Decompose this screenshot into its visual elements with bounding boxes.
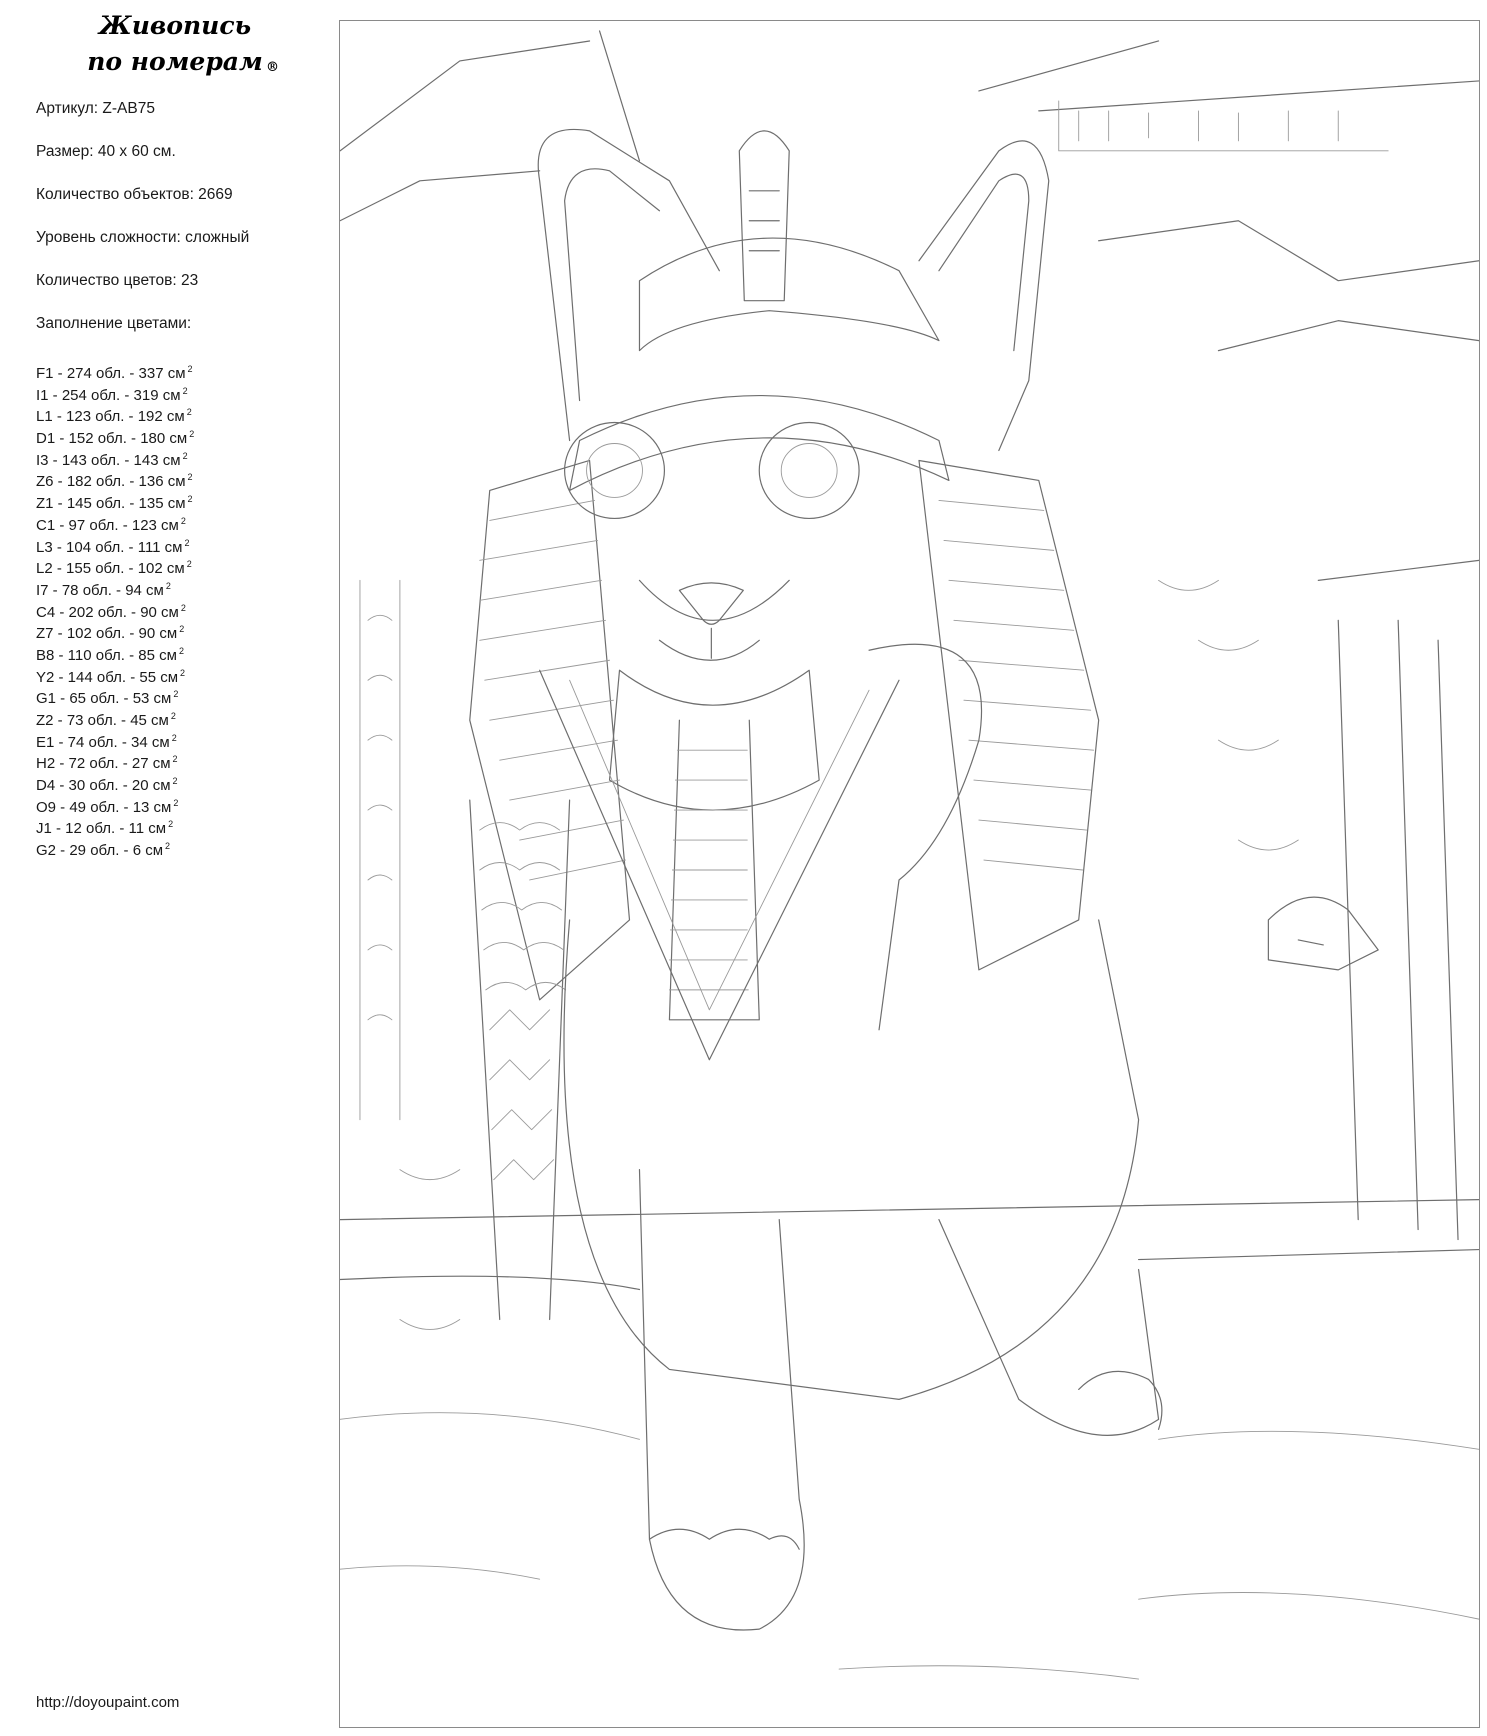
fill-color-text: L1 - 123 обл. - 192 см xyxy=(36,408,185,426)
snake-staff-right xyxy=(869,644,981,1030)
fill-color-text: D1 - 152 обл. - 180 см xyxy=(36,430,188,448)
line-art-cat-pharaoh xyxy=(340,21,1479,1727)
background-texture xyxy=(400,580,1298,1329)
fill-color-row xyxy=(36,641,286,663)
fill-color-row xyxy=(36,402,286,424)
collar-chevron xyxy=(540,670,899,1060)
brand-logo xyxy=(60,8,290,80)
fill-color-row xyxy=(36,619,286,641)
fill-color-row xyxy=(36,467,286,489)
fill-color-row xyxy=(36,511,286,533)
fill-color-text: Z7 - 102 обл. - 90 см xyxy=(36,625,178,643)
fill-color-unit-power: 2 xyxy=(165,841,171,852)
fill-color-text: I1 - 254 обл. - 319 см xyxy=(36,386,181,404)
fill-color-unit-power: 2 xyxy=(170,711,176,721)
pyramid-left-outline xyxy=(340,31,639,221)
right-sphinx-head xyxy=(1268,897,1378,970)
cat-ear-right xyxy=(919,141,1049,451)
fill-color-text: Z2 - 73 обл. - 45 см xyxy=(36,712,169,729)
fill-color-unit-power: 2 xyxy=(186,559,192,570)
floor-line-2 xyxy=(340,1250,1479,1290)
cat-ear-left xyxy=(538,129,719,440)
fill-color-text: I3 - 143 обл. - 143 см xyxy=(36,451,181,469)
product-info xyxy=(36,100,286,358)
fill-color-text: G2 - 29 обл. - 6 см xyxy=(36,842,164,860)
headdress-left-lappet xyxy=(470,460,630,999)
coloring-canvas xyxy=(339,20,1480,1728)
hieroglyph-column-left xyxy=(360,580,400,1119)
fill-color-text: I7 - 78 обл. - 94 см xyxy=(36,581,164,599)
fill-color-unit-power: 2 xyxy=(189,429,195,440)
fill-color-text: O9 - 49 обл. - 13 см xyxy=(36,798,172,816)
fill-color-unit-power: 2 xyxy=(173,797,179,808)
fill-color-unit-power: 2 xyxy=(182,450,188,461)
cat-paw-left xyxy=(649,1529,799,1549)
cat-chin-collar xyxy=(610,670,820,810)
fill-color-text: G1 - 65 обл. - 53 см xyxy=(36,690,172,708)
fill-color-row xyxy=(36,424,286,446)
difficulty-level: Уровень сложности: сложный xyxy=(36,229,250,246)
floor-reflections xyxy=(340,1413,1479,1679)
fill-color-row xyxy=(36,706,286,728)
cat-body xyxy=(564,920,1139,1399)
fill-color-text: C1 - 97 обл. - 123 см xyxy=(36,516,179,534)
fill-color-unit-power: 2 xyxy=(180,515,186,526)
lotus-column-pattern xyxy=(480,823,566,1180)
headdress-crown xyxy=(639,238,938,351)
fill-color-unit-power: 2 xyxy=(187,472,193,483)
fill-color-text: E1 - 74 обл. - 34 см xyxy=(36,733,170,751)
fill-color-row xyxy=(36,533,286,555)
colors-count: Количество цветов: 23 xyxy=(36,272,199,289)
fill-color-row xyxy=(36,598,286,620)
fill-heading: Заполнение цветами: xyxy=(36,315,192,332)
fill-color-unit-power: 2 xyxy=(187,494,193,505)
fill-color-unit-power: 2 xyxy=(171,732,177,743)
fill-color-row xyxy=(36,359,286,381)
fill-color-row xyxy=(36,836,286,858)
fill-color-unit-power: 2 xyxy=(179,624,185,635)
website-link[interactable]: http://doyoupaint.com xyxy=(36,1694,180,1711)
cat-eye-right xyxy=(759,423,859,519)
fill-colors-list xyxy=(36,359,286,858)
canvas-size: Размер: 40 x 60 см. xyxy=(36,143,176,160)
cat-eye-left xyxy=(565,423,665,519)
article-number: Артикул: Z-AB75 xyxy=(36,100,155,117)
fill-color-row xyxy=(36,663,286,685)
fill-color-text: Y2 - 144 обл. - 55 см xyxy=(36,668,179,686)
cobra-emblem xyxy=(739,131,789,301)
cat-front-leg-left xyxy=(639,1170,804,1630)
brand-line-1: Живопись xyxy=(98,11,252,40)
pyramid-right-outline xyxy=(979,41,1479,351)
headdress-stripes-right xyxy=(939,500,1094,870)
fill-color-row xyxy=(36,446,286,468)
cat-nose xyxy=(679,583,743,624)
cat-front-leg-right xyxy=(939,1220,1159,1436)
fill-color-unit-power: 2 xyxy=(187,364,193,374)
lotus-column-left xyxy=(470,800,570,1319)
fill-color-unit-power: 2 xyxy=(182,385,188,396)
cat-paw-right xyxy=(1079,1371,1162,1429)
cat-muzzle xyxy=(639,580,789,660)
fill-color-text: C4 - 202 обл. - 90 см xyxy=(36,603,179,621)
hieroglyph-band-top xyxy=(1059,101,1388,151)
fill-color-unit-power: 2 xyxy=(172,754,178,765)
fill-color-text: L3 - 104 обл. - 111 см xyxy=(36,538,183,556)
fill-color-unit-power: 2 xyxy=(173,689,179,700)
brand-line-2: по номерам xyxy=(87,47,263,76)
fill-color-unit-power: 2 xyxy=(186,407,192,418)
floor-line-1 xyxy=(340,1200,1479,1220)
cat-ear-right-inner xyxy=(939,174,1029,350)
objects-count: Количество объектов: 2669 xyxy=(36,186,233,203)
beard-braids xyxy=(669,750,748,990)
fill-color-unit-power: 2 xyxy=(165,580,171,591)
fill-color-text: Z1 - 145 обл. - 135 см xyxy=(36,495,186,513)
fill-color-text: F1 - 274 обл. - 337 см xyxy=(36,365,186,382)
fill-color-unit-power: 2 xyxy=(180,667,186,678)
fill-color-text: D4 - 30 обл. - 20 см xyxy=(36,777,171,795)
fill-color-unit-power: 2 xyxy=(168,819,174,830)
registered-mark: ® xyxy=(266,60,279,75)
fill-color-row xyxy=(36,554,286,576)
column-right-outline xyxy=(1318,560,1479,1239)
fill-color-row xyxy=(36,814,286,836)
fill-color-unit-power: 2 xyxy=(184,537,190,548)
fill-color-unit-power: 2 xyxy=(178,645,184,656)
fill-color-row xyxy=(36,576,286,598)
fill-color-unit-power: 2 xyxy=(172,776,178,787)
fill-color-text: L2 - 155 обл. - 102 см xyxy=(36,560,185,578)
fill-color-unit-power: 2 xyxy=(180,602,186,613)
fill-color-text: H2 - 72 обл. - 27 см xyxy=(36,755,171,773)
fill-color-text: J1 - 12 обл. - 11 см xyxy=(36,820,167,838)
headdress-right-lappet xyxy=(919,460,1099,969)
fill-color-row xyxy=(36,771,286,793)
fill-color-row xyxy=(36,684,286,706)
fill-color-row xyxy=(36,793,286,815)
cat-eye-right-iris xyxy=(781,444,837,498)
fill-color-text: B8 - 110 обл. - 85 см xyxy=(36,646,177,664)
cat-eye-left-iris xyxy=(587,444,643,498)
fill-color-row xyxy=(36,381,286,403)
fill-color-row xyxy=(36,749,286,771)
fill-color-row xyxy=(36,728,286,750)
fill-color-row xyxy=(36,489,286,511)
cat-ear-left-inner xyxy=(565,169,660,401)
fill-color-text: Z6 - 182 обл. - 136 см xyxy=(36,473,186,491)
